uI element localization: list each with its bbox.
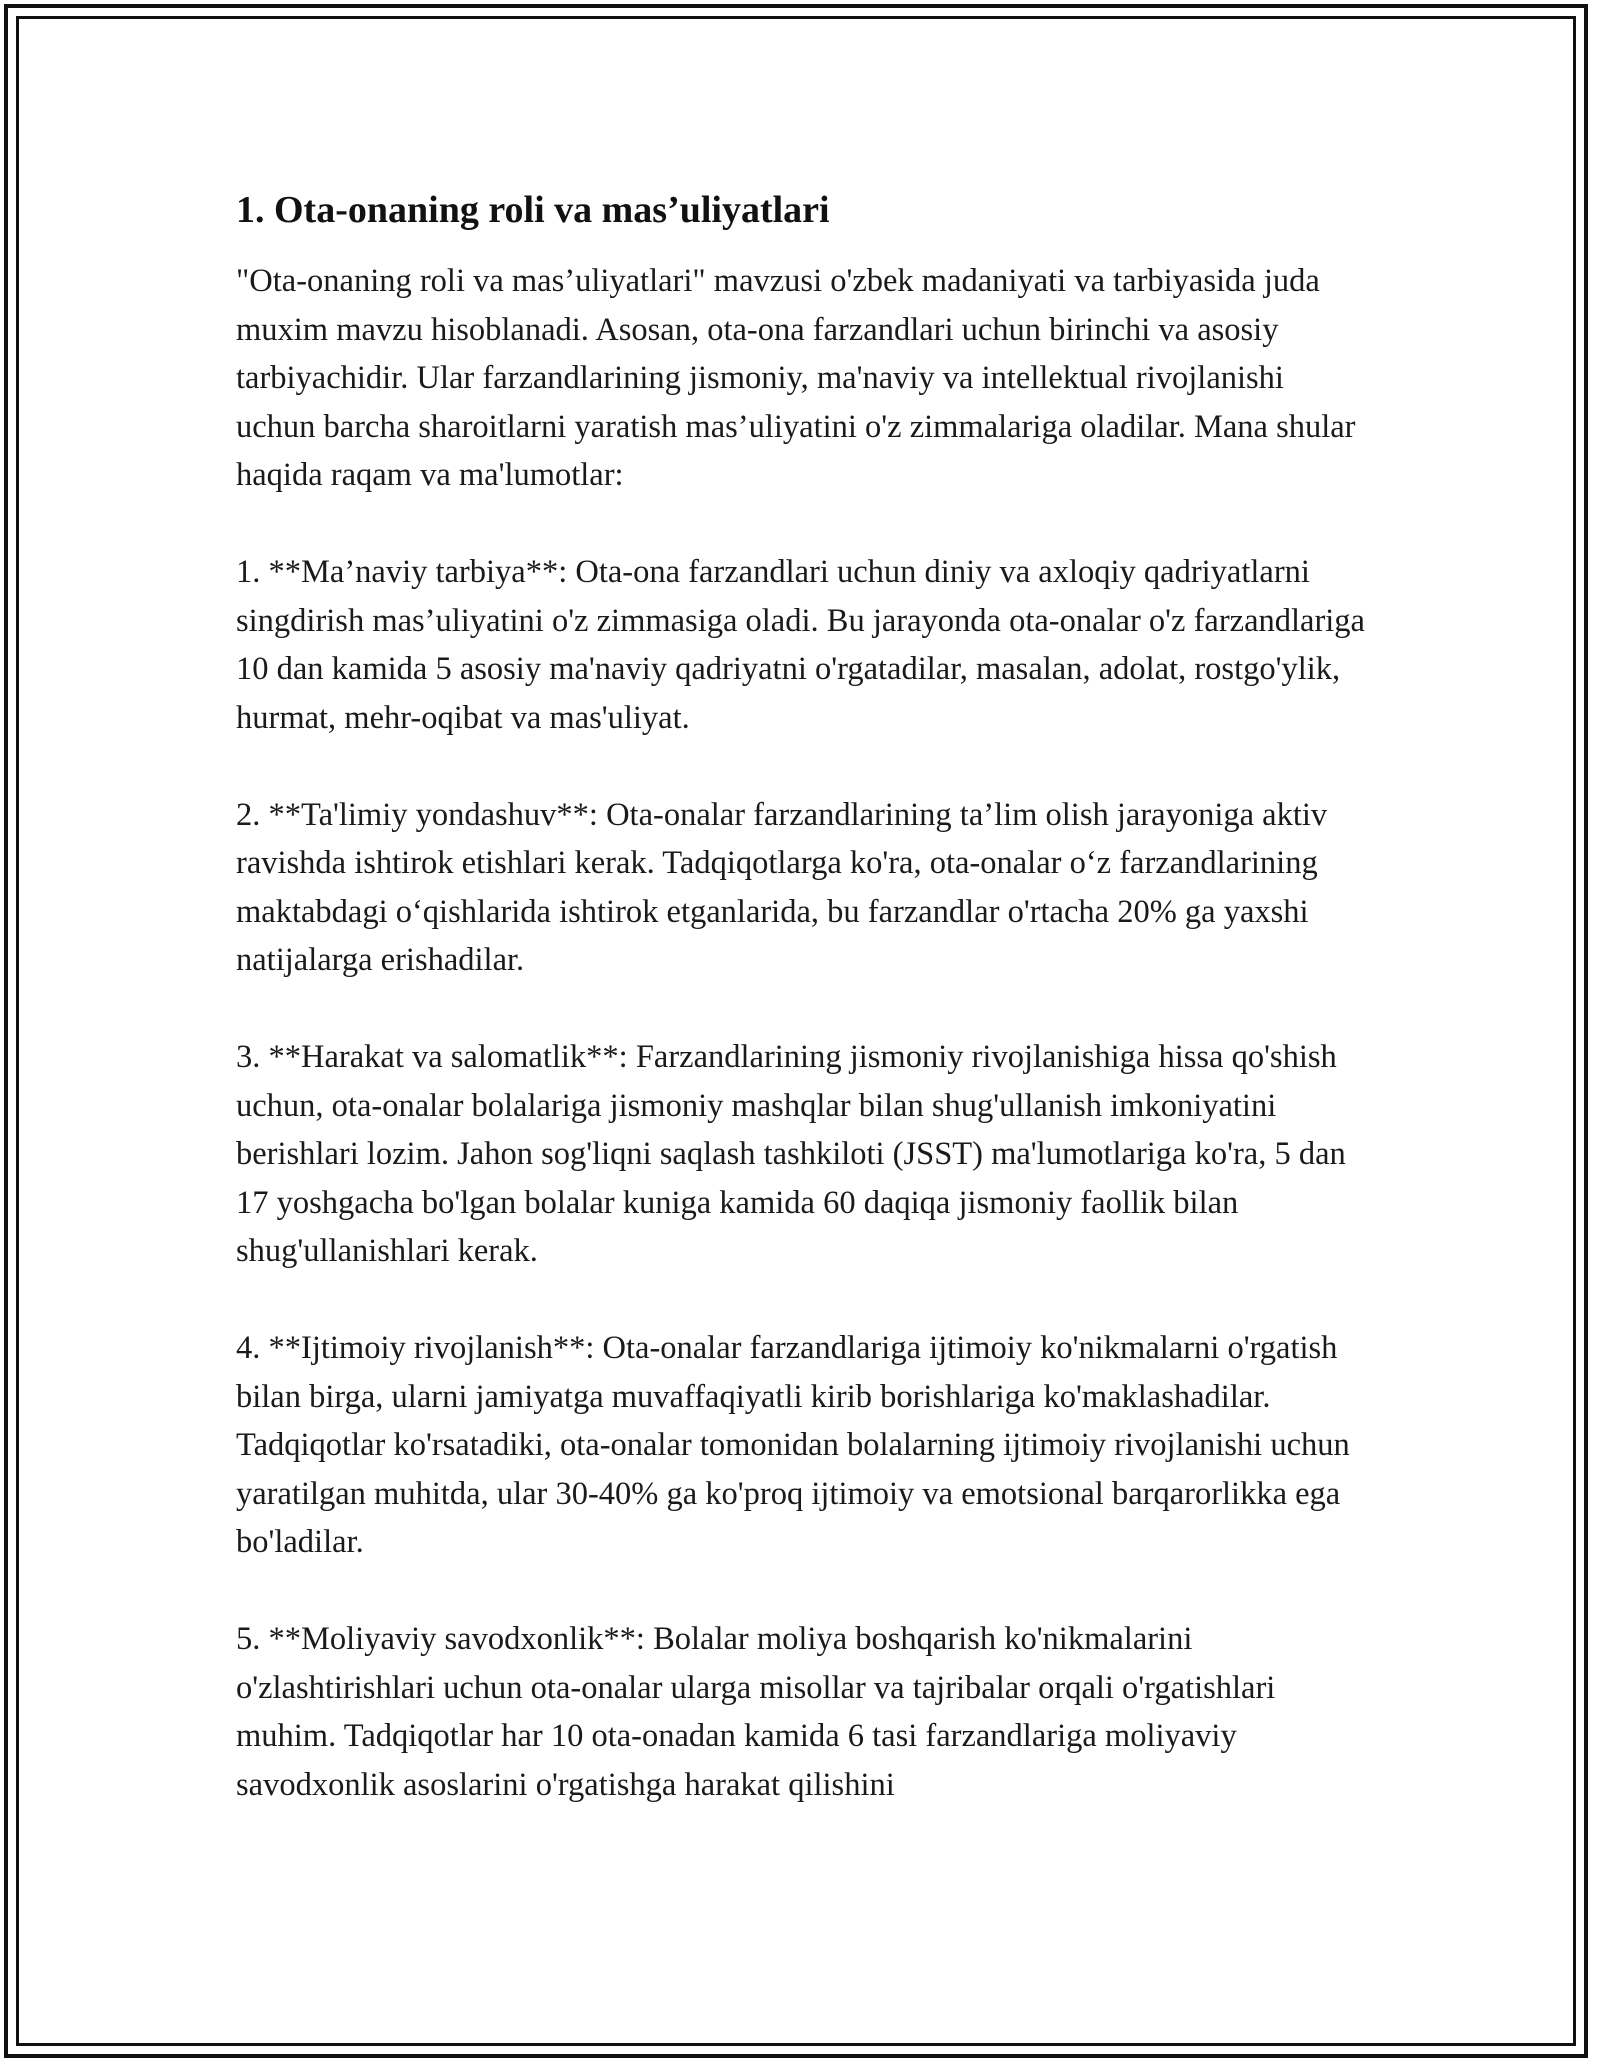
intro-paragraph: "Ota-onaning roli va mas’uliyatlari" mavzusi o'zbek madaniyati va tarbiyasida juda muxim mavzu hisoblanadi. Asosan, ota-ona farzandlari uchun birinchi va asosiy tarbiyachidir. Ular farzandlarining jismoniy, ma'naviy va intellektual rivojlanishi uchun barcha sharoitlarni yaratish mas’uliyatini o'z zimmalariga oladilar. Mana shular haqida raqam va ma'lumotlar: [236, 263, 1356, 493]
document-body [236, 185, 1366, 1858]
list-item-educational-approach: 2. **Ta'limiy yondashuv**: Ota-onalar farzandlarining ta’lim olish jarayoniga aktiv ravishda ishtirok etishlari kerak. Tadqiqotlarga ko'ra, ota-onalar o‘z farzandlarining maktabdagi o‘qishlarida ishtirok etganlarida, bu farzandlar o'rtacha 20% ga yaxshi natijalarga erishadilar. [236, 796, 1328, 978]
list-item-spiritual-education: 1. **Ma’naviy tarbiya**: Ota-ona farzandlari uchun diniy va axloqiy qadriyatlarni singdirish mas’uliyatini o'z zimmasiga oladi. Bu jarayonda ota-onalar o'z farzandlariga 10 dan kamida 5 asosiy ma'naviy qadriyatni o'rgatadilar, masalan, adolat, rostgo'ylik, hurmat, mehr-oqibat va mas'uliyat. [236, 554, 1365, 736]
section-heading: 1. Ota-onaning roli va mas’uliyatlari [236, 189, 830, 231]
list-item-financial-literacy: 5. **Moliyaviy savodxonlik**: Bolalar moliya boshqarish ko'nikmalarini o'zlashtirishlari uchun ota-onalar ularga misollar va tajribalar orqali o'rgatishlari muhim. Tadqiqotlar har 10 ota-onadan kamida 6 tasi farzandlariga moliyaviy savodxonlik asoslarini o'rgatishga harakat qilishini [236, 1621, 1276, 1803]
list-item-social-development: 4. **Ijtimoiy rivojlanish**: Ota-onalar farzandlariga ijtimoiy ko'nikmalarni o'rgatish bilan birga, ularni jamiyatga muvaffaqiyatli kirib borishlariga ko'maklashadilar. Tadqiqotlar ko'rsatadiki, ota-onalar tomonidan bolalarning ijtimoiy rivojlanishi uchun yaratilgan muhitda, ular 30-40% ga ko'proq ijtimoiy va emotsional barqarorlikka ega bo'ladilar. [236, 1330, 1350, 1560]
list-item-movement-health: 3. **Harakat va salomatlik**: Farzandlarining jismoniy rivojlanishiga hissa qo'shish uchun, ota-onalar bolalariga jismoniy mashqlar bilan shug'ullanish imkoniyatini berishlari lozim. Jahon sog'liqni saqlash tashkiloti (JSST) ma'lumotlariga ko'ra, 5 dan 17 yoshgacha bo'lgan bolalar kuniga kamida 60 daqiqa jismoniy faollik bilan shug'ullanishlari kerak. [236, 1039, 1346, 1269]
